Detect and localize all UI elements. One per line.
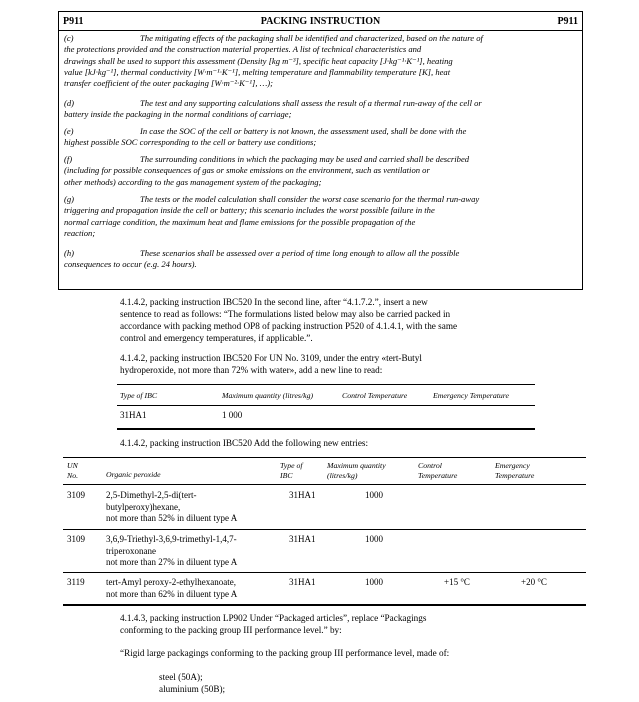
- paragraph-line: highest possible SOC corresponding to the cell or battery use conditions;: [64, 137, 317, 148]
- paragraph-line: In case the SOC of the cell or battery is not known, the assessment used, shall be done with the: [140, 126, 467, 136]
- peroxide-line: 2,5-Dimethyl-2,5-di(tert-: [106, 490, 197, 500]
- paragraph-d: [59, 98, 582, 121]
- table2-row2-peroxide: [106, 534, 237, 569]
- paragraph-line: the protections provided and the construction material properties. A list of technical characteristics and: [64, 44, 422, 55]
- table2-header-type: [280, 461, 303, 480]
- paragraph-line: The surrounding conditions in which the packaging may be used and carried shall be described: [140, 154, 470, 164]
- table2-row-rule: [63, 529, 586, 530]
- header-line: Temperature: [495, 470, 535, 480]
- material-item: steel (50A);: [159, 672, 203, 682]
- header-line: (litres/kg): [327, 470, 358, 480]
- table1-header-rule: [117, 405, 535, 406]
- table2-row3-emergency: +20 °C: [521, 577, 547, 587]
- header-line: Maximum quantity: [327, 461, 386, 470]
- amendment-ibc520-line: accordance with packing method OP8 of packing instruction P520 of 4.1.4.1, with the same: [120, 321, 458, 331]
- amendment-ibc520-line: control and emergency temperatures, if applicable.”.: [120, 333, 313, 343]
- table2-row2-type: 31HA1: [289, 534, 316, 544]
- paragraph-line: value [kJ·kg⁻¹], thermal conductivity [W·m⁻¹·K⁻¹], melting temperature and flammability temperature [K], heat: [64, 66, 451, 77]
- peroxide-line: butylperoxy)hexane,: [106, 501, 181, 512]
- paragraph-line: The test and any supporting calculations shall assess the result of a thermal run-away of the cell or: [140, 98, 482, 108]
- amendment-lp902-line: 4.1.4.3, packing instruction LP902 Under “Packaged articles”, replace “Packagings: [120, 613, 427, 623]
- table2-row1-maxq: 1000: [365, 490, 383, 500]
- peroxide-line: 3,6,9-Triethyl-3,6,9-trimethyl-1,4,7-: [106, 534, 237, 544]
- paragraph-label: (e): [64, 126, 74, 136]
- table2-row1-un: 3109: [67, 490, 85, 500]
- table2-bottom-rule: [63, 604, 586, 606]
- header-line: No.: [67, 470, 79, 480]
- header-line: Temperature: [418, 470, 458, 480]
- paragraph-line: other methods) according to the gas management system of the packaging;: [64, 176, 322, 187]
- paragraph-line: transfer coefficient of the outer packaging [W·m⁻²·K⁻¹], …);: [64, 78, 273, 89]
- paragraph-label: (c): [64, 33, 74, 43]
- paragraph-label: (h): [64, 248, 75, 258]
- table2-row2-un: 3109: [67, 534, 85, 544]
- amendment-3109-line: 4.1.4.2, packing instruction IBC520 For UN No. 3109, under the entry «tert-Butyl: [120, 353, 422, 363]
- table1-header-type: Type of IBC: [120, 391, 158, 400]
- amendment-ibc520-line: sentence to read as follows: “The formulations listed below may also be carried packed in: [120, 309, 451, 319]
- peroxide-line: not more than 62% in diluent type A: [106, 588, 238, 599]
- table2-row-rule: [63, 572, 586, 573]
- paragraph-line: consequences to occur (e.g. 24 hours).: [64, 259, 197, 270]
- table2-header-control: [418, 461, 457, 480]
- box-header-title: PACKING INSTRUCTION: [260, 16, 381, 27]
- header-line: UN: [67, 461, 78, 470]
- table1-cell-type: 31HA1: [120, 410, 147, 420]
- table2-header-maxq: [327, 461, 386, 480]
- paragraph-line: drawings shall be used to support this assessment (Density [kg m⁻³], specific heat capacity [J·kg⁻¹·K⁻¹], heating: [64, 55, 453, 66]
- table2-header-un: [67, 461, 78, 480]
- table2-row3-peroxide: [106, 577, 237, 600]
- paragraph-h: [59, 248, 582, 271]
- table2-row1-peroxide: [106, 490, 237, 525]
- table2-header-emergency: [495, 461, 534, 480]
- table2-header-rule: [63, 484, 586, 485]
- table2-row2-maxq: 1000: [365, 534, 383, 544]
- header-line: Control: [418, 461, 442, 470]
- paragraph-label: (d): [64, 98, 75, 108]
- box-header: [59, 12, 582, 31]
- paragraph-line: (including for possible consequences of gas or smoke emissions on the environment, such as ventilation or: [64, 165, 430, 176]
- amendment-3109-line: hydroperoxide, not more than 72% with water», add a new line to read:: [120, 365, 383, 375]
- paragraph-line: normal carriage condition, the maximum heat and flame emissions for the possible propagation of the: [64, 216, 416, 227]
- box-header-right: P911: [557, 16, 578, 27]
- paragraph-line: reaction;: [64, 227, 96, 238]
- paragraph-f: [59, 154, 582, 188]
- paragraph-label: (g): [64, 194, 75, 204]
- paragraph-line: triggering and propagation inside the cell or battery; this scenario includes the worst possible failure in the: [64, 205, 435, 216]
- peroxide-line: not more than 27% in diluent type A: [106, 557, 238, 567]
- paragraph-g: [59, 194, 582, 239]
- paragraph-line: The mitigating effects of the packaging shall be identified and characterized, based on the nature of: [140, 33, 483, 43]
- header-line: IBC: [280, 470, 293, 480]
- table1-header-emergency: Emergency Temperature: [433, 391, 510, 400]
- table2-top-rule: [63, 457, 586, 458]
- peroxide-line: not more than 52% in diluent type A: [106, 513, 238, 523]
- paragraph-e: [59, 126, 582, 149]
- table2-row1-type: 31HA1: [289, 490, 316, 500]
- header-line: Emergency: [495, 461, 530, 470]
- material-item: aluminium (50B);: [159, 684, 226, 694]
- peroxide-line: triperoxonane: [106, 545, 156, 556]
- amendment-ibc520-line: 4.1.4.2, packing instruction IBC520 In the second line, after “4.1.7.2.”, insert a new: [120, 297, 428, 307]
- table2-row3-un: 3119: [67, 577, 85, 587]
- amendment-lp902-line: conforming to the packing group III performance level.” by:: [120, 625, 342, 635]
- table2-row3-maxq: 1000: [365, 577, 383, 587]
- table1-bottom-rule: [117, 428, 535, 430]
- table2-header-peroxide: [106, 470, 161, 480]
- box-header-left: P911: [63, 16, 84, 27]
- packing-instruction-box: [58, 11, 583, 290]
- quoted-replacement: “Rigid large packagings conforming to the packing group III performance level, made of:: [120, 648, 450, 658]
- paragraph-line: battery inside the packaging in the normal conditions of carriage;: [64, 109, 292, 120]
- table2-row3-type: 31HA1: [289, 577, 316, 587]
- paragraph-c: [59, 33, 582, 89]
- table1-header-maxq: Maximum quantity (litres/kg): [222, 391, 314, 400]
- paragraph-label: (f): [64, 154, 73, 164]
- table2-row3-control: +15 °C: [444, 577, 470, 587]
- table1-top-rule: [117, 384, 535, 385]
- header-line: Organic peroxide: [106, 470, 161, 479]
- table1-header-control: Control Temperature: [342, 391, 408, 400]
- paragraph-line: These scenarios shall be assessed over a period of time long enough to allow all the possible: [140, 248, 460, 258]
- paragraph-line: The tests or the model calculation shall consider the worst case scenario for the thermal run-away: [140, 194, 480, 204]
- header-line: Type of: [280, 461, 303, 470]
- table1-cell-maxq: 1 000: [222, 410, 243, 420]
- peroxide-line: tert-Amyl peroxy-2-ethylhexanoate,: [106, 577, 236, 587]
- amendment-new-entries: 4.1.4.2, packing instruction IBC520 Add the following new entries:: [120, 438, 369, 448]
